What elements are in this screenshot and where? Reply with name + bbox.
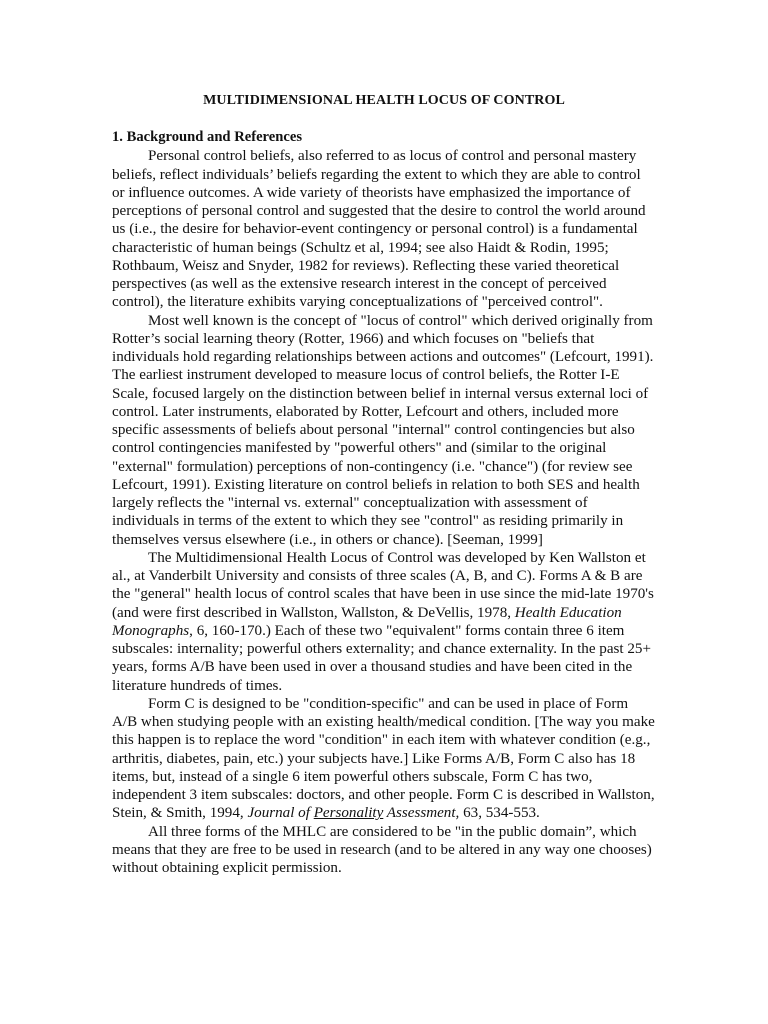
paragraph-locus-of-control: Most well known is the concept of "locus of control" which derived originally from Rotter’s social learning theory (Rotter, 1966) and which focuses on "beliefs that individuals hold regarding relationships between actions and outcomes" (Lefcourt, 1991). The earliest instrument developed to measure locus of control beliefs, the Rotter I-E Scale, focused largely on the distinction between belief in internal versus external loci of control. Later instruments, elaborated by Rotter, Lefcourt and others, included more specific assessments of beliefs about personal "internal" control contingencies but also control contingencies manifested by "powerful others" and (similar to the original "external" formulation) perceptions of non-contingency (i.e. "chance") (for review see Lefcourt, 1991). Existing literature on control beliefs in relation to both SES and health largely reflects the "internal vs. external" conceptualization with assessment of individuals in terms of the extent to which they see "control" as residing primarily in themselves versus elsewhere (i.e., in others or chance). [Seeman, 1999] (112, 312, 654, 548)
journal-title-part: Journal of (247, 805, 310, 822)
paragraph-personal-control: Personal control beliefs, also referred to as locus of control and personal mastery beliefs, reflect individuals’ beliefs regarding the extent to which they are able to control or influence outcomes. A wide variety of theorists have emphasized the importance of perceptions of personal control and suggested that the desire to control the world around us (i.e., the desire for behavior-event contingency or personal control) is a fundamental characteristic of human beings (Schultz et al, 1994; see also Haidt & Rodin, 1995; Rothbaum, Weisz and Snyder, 1982 for reviews). Reflecting these varied theoretical perspectives (as well as the extensive research interest in the concept of perceived control), the literature exhibits varying conceptualizations of "perceived control". (112, 148, 646, 311)
document-title: MULTIDIMENSIONAL HEALTH LOCUS OF CONTROL (203, 93, 565, 108)
journal-title (247, 805, 459, 821)
paragraph-form-c (112, 695, 656, 823)
paragraph-text: Form C is designed to be "condition-specific" and can be used in place of Form A/B when studying people with an existing health/medical condition. [The way you make this happen is to replace the word "condition" in each item with whatever condition (e.g., arthritis, diabetes, pain, etc.) your subjects have.] Like Forms A/B, Form C also has 18 items, but, instead of a single 6 item powerful others subscale, Form C has two, independent 3 item subscales: doctors, and other people. Form C is described in Wallston, Stein, & Smith, 1994, (112, 695, 655, 822)
paragraph-public-domain: All three forms of the MHLC are considered to be "in the public domain”, which means that they are free to be used in research (and to be altered in any way one chooses) without obtaining explicit permission. (112, 823, 652, 876)
journal-title: Health Education Monographs (112, 604, 622, 639)
section-heading: 1. Background and References (112, 129, 302, 145)
paragraph-text: The Multidimensional Health Locus of Control was developed by Ken Wallston et al., at Vanderbilt University and consists of three scales (A, B, and C). Forms A & B are the "general" health locus of control scales that have been in use since the mid-late 1970's (and were first described in Wallston, Wallston, & DeVellis, 1978, (112, 549, 654, 621)
paragraph-mhlc-development (112, 549, 656, 695)
document-body (112, 128, 656, 877)
paragraph-text: , 6, 160-170.) Each of these two "equivalent" forms contain three 6 item subscales: internality; powerful others externality; and chance externality. In the past 25+ years, forms A/B have been used in over a thousand studies and have been cited in the literature hundreds of times. (112, 622, 651, 694)
journal-title-part: Personality (313, 805, 384, 822)
journal-title-part: Assessment, (383, 805, 460, 822)
paragraph-text: 63, 534-553. (459, 805, 540, 822)
